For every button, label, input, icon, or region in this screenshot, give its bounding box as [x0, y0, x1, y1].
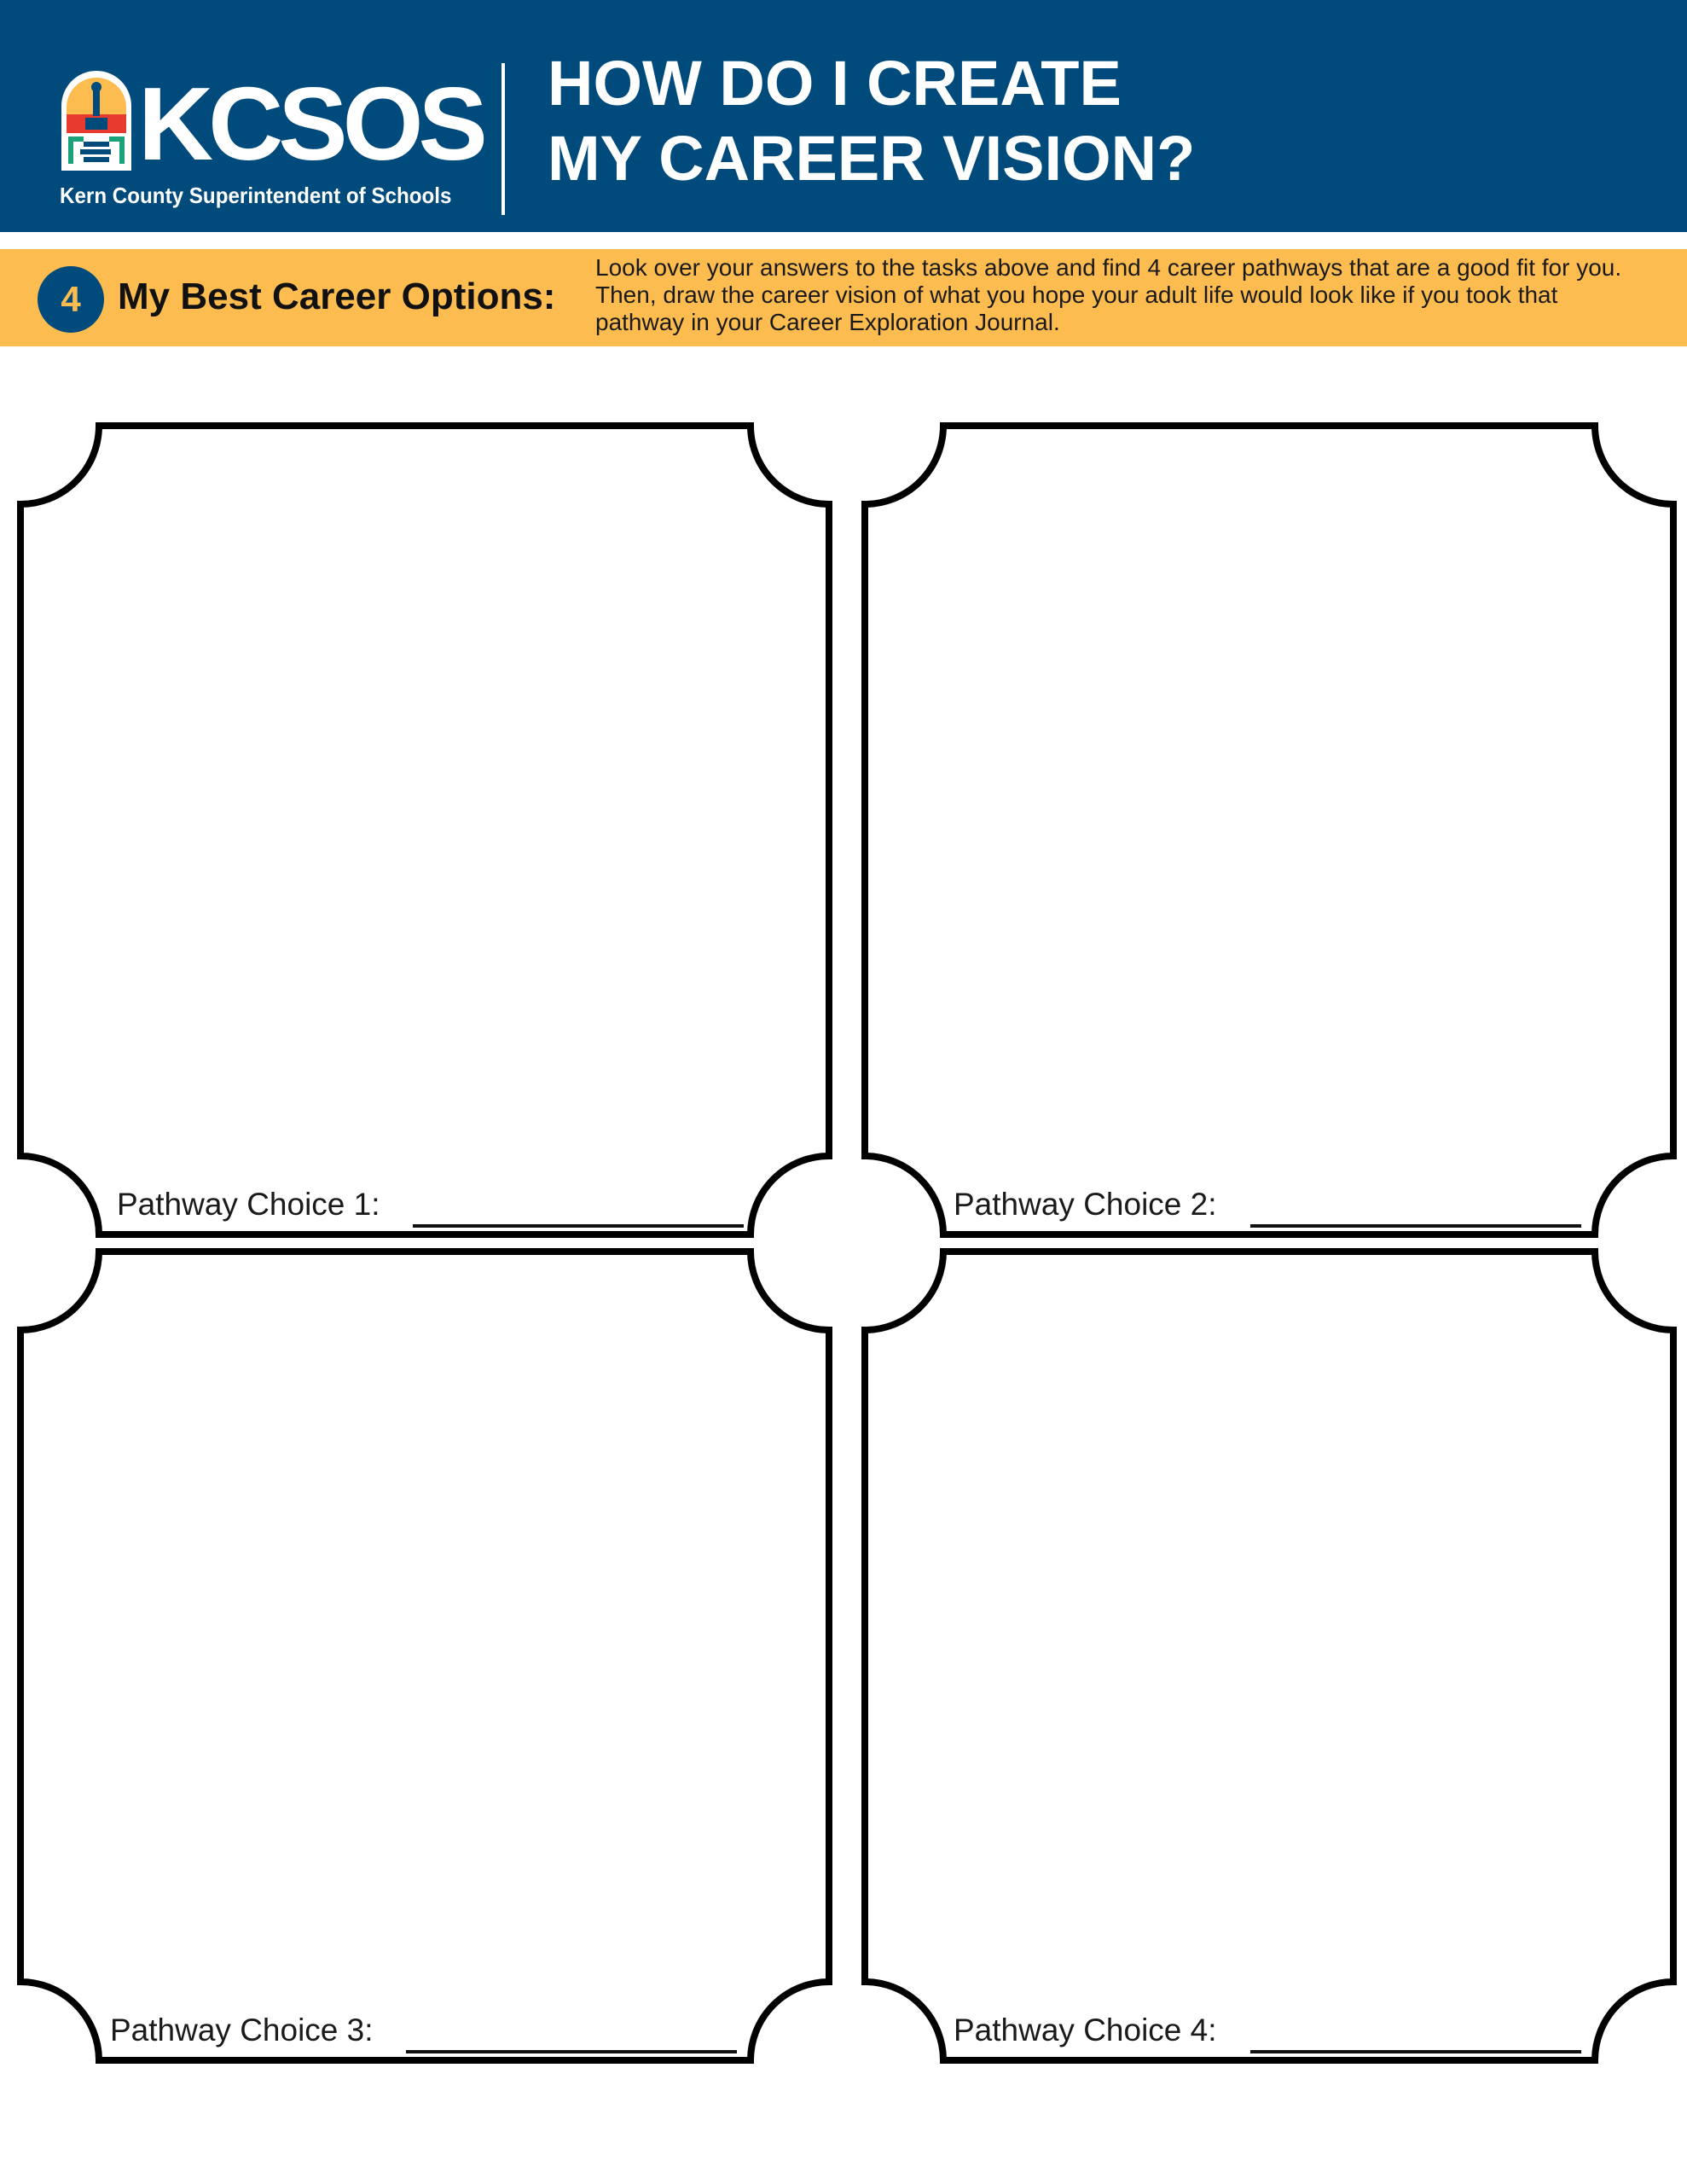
pathway-choice-4-answer-line[interactable] — [1250, 2050, 1581, 2053]
pathway-choice-1-answer-line[interactable] — [413, 1224, 744, 1228]
pathway-choice-4-label: Pathway Choice 4: — [954, 2013, 1217, 2048]
instruction-banner — [0, 249, 1687, 346]
step-number-badge: 4 — [38, 266, 104, 333]
kcsos-logo-emblem-icon — [58, 68, 135, 171]
pathway-choice-3-label: Pathway Choice 3: — [110, 2013, 374, 2048]
logo-tagline: Kern County Superintendent of Schools — [60, 183, 452, 208]
header-divider — [501, 63, 505, 215]
section-heading: My Best Career Options: — [118, 276, 556, 317]
pathway-drawing-frame-1[interactable] — [17, 422, 832, 1238]
kcsos-wordmark: KCSOS — [138, 66, 483, 182]
page-title-line-1: HOW DO I CREATE — [548, 48, 1122, 119]
pathway-choice-2-label: Pathway Choice 2: — [954, 1187, 1217, 1222]
page-title — [548, 46, 1195, 196]
pathway-drawing-frame-3[interactable] — [17, 1248, 832, 2064]
instructions-text: Look over your answers to the tasks above and find 4 career pathways that are a good fit for you. Then, draw the career vision of what you hope your adult life would look like if you took that pathway in your Career Exploration Journal. — [595, 254, 1622, 335]
page-title-line-2: MY CAREER VISION? — [548, 123, 1196, 194]
pathway-choice-2-answer-line[interactable] — [1250, 1224, 1581, 1228]
page-header — [0, 0, 1687, 232]
pathway-choice-3-answer-line[interactable] — [406, 2050, 737, 2053]
pathway-drawing-frame-2[interactable] — [861, 422, 1677, 1238]
pathway-choice-1-label: Pathway Choice 1: — [117, 1187, 380, 1222]
pathway-drawing-frame-4[interactable] — [861, 1248, 1677, 2064]
